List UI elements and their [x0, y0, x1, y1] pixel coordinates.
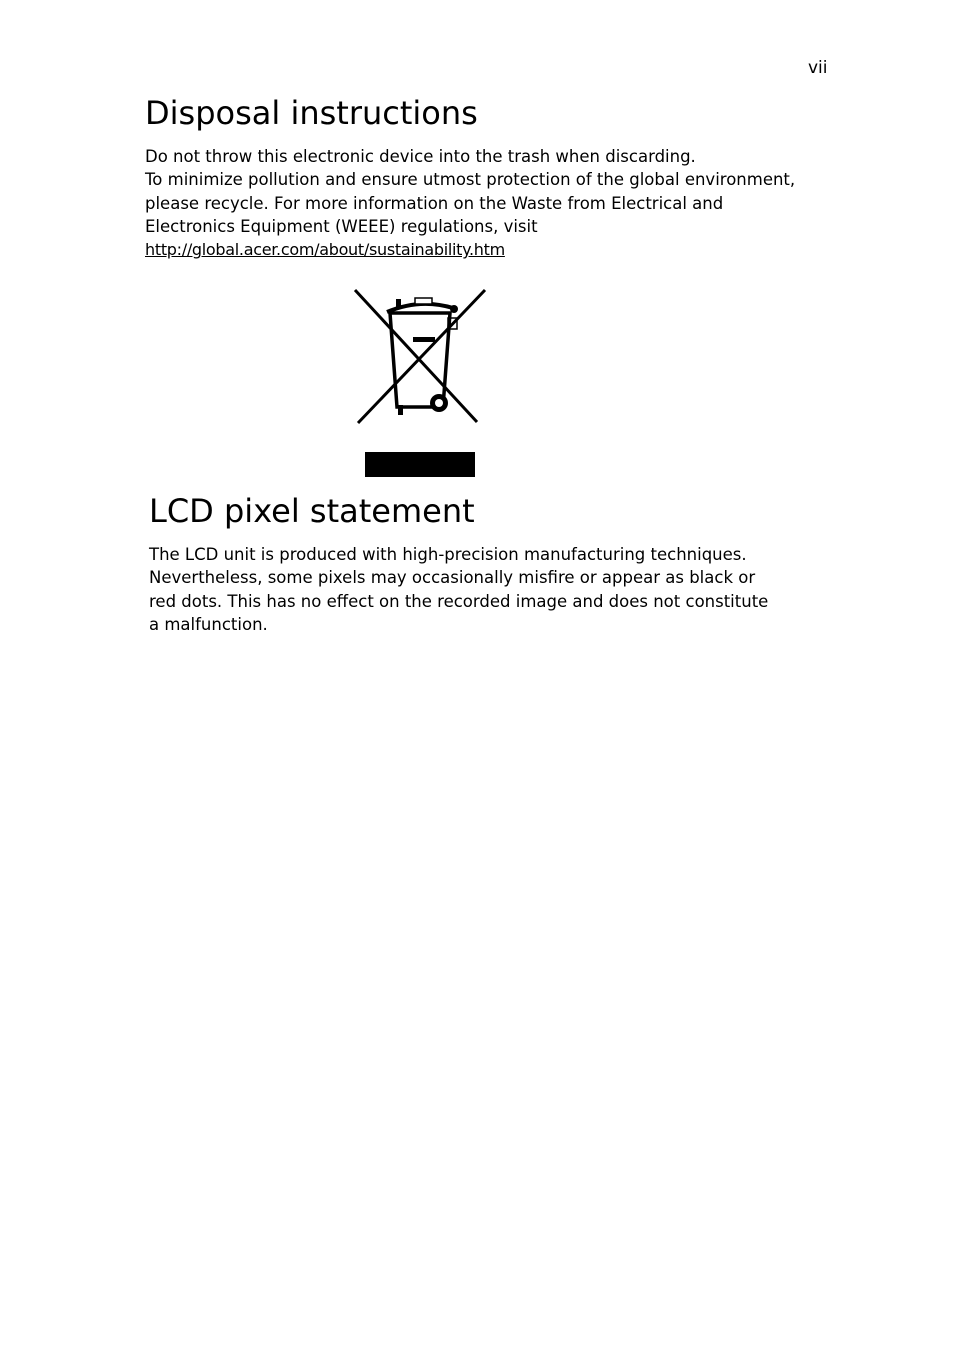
page-number: vii: [808, 58, 828, 78]
sustainability-link[interactable]: http://global.acer.com/about/sustainability.htm: [145, 240, 505, 260]
disposal-line: Electronics Equipment (WEEE) regulations, visit: [145, 216, 538, 236]
lcd-text: [149, 543, 768, 636]
lcd-line: Nevertheless, some pixels may occasionally misfire or appear as black or: [149, 568, 756, 588]
weee-crossed-bin-icon: [340, 280, 500, 485]
lcd-line: The LCD unit is produced with high-precision manufacturing techniques.: [149, 545, 747, 564]
disposal-text: [145, 145, 795, 261]
lcd-line: a malfunction.: [149, 614, 268, 634]
disposal-line: please recycle. For more information on the Waste from Electrical and: [145, 193, 724, 213]
lcd-heading: LCD pixel statement: [149, 492, 475, 530]
lcd-line: red dots. This has no effect on the recorded image and does not constitute: [149, 591, 769, 611]
disposal-line: To minimize pollution and ensure utmost protection of the global environment,: [145, 170, 796, 190]
disposal-heading: Disposal instructions: [145, 94, 478, 132]
disposal-line: Do not throw this electronic device into the trash when discarding.: [145, 147, 696, 166]
